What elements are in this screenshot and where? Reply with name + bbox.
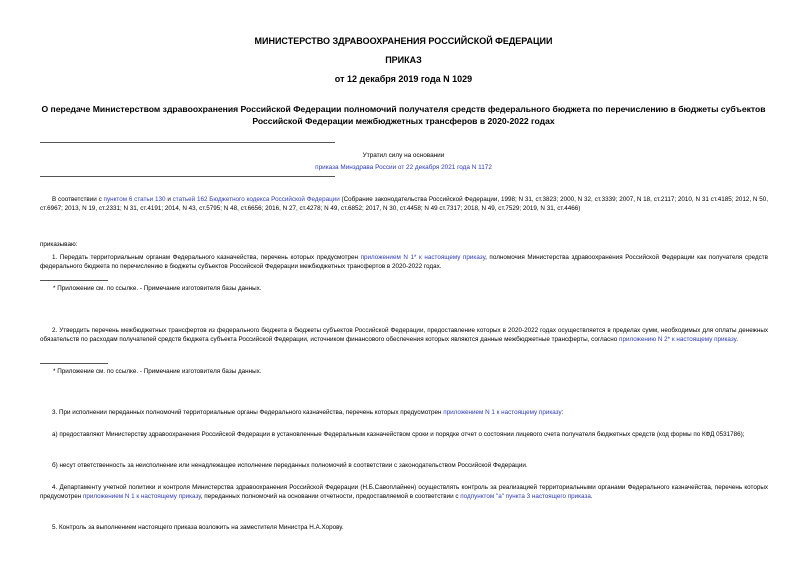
preamble-text-2: и bbox=[165, 196, 173, 203]
ministry-heading: МИНИСТЕРСТВО ЗДРАВООХРАНЕНИЯ РОССИЙСКОЙ ФЕДЕРАЦИИ bbox=[254, 36, 553, 46]
link-appendix-1-item-3[interactable]: приложением N 1 к настоящему приказу bbox=[443, 409, 562, 416]
item-3-paragraph bbox=[40, 408, 768, 417]
order-word: приказываю: bbox=[40, 241, 78, 248]
item-3-text-2: : bbox=[561, 409, 564, 416]
repeal-order-link[interactable]: приказа Минздрава России от 22 декабря 2021 года N 1172 bbox=[315, 164, 492, 171]
footnote-1-rule bbox=[40, 280, 108, 281]
item-2-text-2: . bbox=[736, 336, 738, 344]
item-1-paragraph bbox=[40, 253, 768, 272]
item-4-paragraph bbox=[40, 483, 768, 502]
item-3b-paragraph: б) несут ответственность за неисполнение или ненадлежащее исполнение переданных полномочий в соответствии с законодательством Российской Федерации. bbox=[52, 462, 528, 469]
item-3-text-1: 3. При исполнении переданных полномочий территориальные органы Федерального казначейства, перечень которых предусмотрен bbox=[52, 409, 444, 416]
link-appendix-1-star[interactable]: приложением N 1* к настоящему приказу bbox=[360, 254, 486, 261]
item-4-text-3: . bbox=[590, 493, 593, 501]
status-top-rule bbox=[40, 142, 335, 143]
item-2-text-1: 2. Утвердить перечень межбюджетных трансфертов из федерального бюджета в бюджеты субъектов Российской Федерации, предоставление которых в 2020-2022 годах осуществляется в пределах сумм, необходимых для оплаты денежных обязательств по расходам получателей средств бюджета субъекта Российской Федерации, источником финансового обеспечения которых являются данные межбюджетные трансферты, согласно bbox=[40, 327, 768, 344]
item-1-text-1: 1. Передать территориальным органам Федерального казначейства, перечень которых предусмотрен bbox=[52, 254, 361, 261]
item-4-text-1: 4. Департаменту учетной политики и контроля Министерства здравоохранения Российской Федерации (Н.Б.Савоплайнен) осуществлять контроль за реализацией территориальными органами Федерального казначейства, перечень которых предусмотрен bbox=[40, 484, 768, 501]
status-note-link-line bbox=[180, 163, 627, 172]
link-appendix-1-item-4[interactable]: приложением N 1 к настоящему приказу bbox=[82, 493, 201, 501]
footnote-2-rule bbox=[40, 363, 108, 364]
link-budget-code-162[interactable]: статьей 162 Бюджетного кодекса Российской Федерации bbox=[172, 196, 340, 203]
footnote-1: * Приложение см. по ссылке. - Примечание изготовителя базы данных. bbox=[53, 285, 262, 292]
doc-type-heading: ПРИКАЗ bbox=[385, 55, 422, 65]
item-4-text-2: , переданных полномочий на основании отчетности, предоставляемой в соответствии с bbox=[200, 493, 461, 501]
preamble-text-3: (Собрание законодательства Российской Федерации, 1998; N 31, ст.3823; 2000, N 32, ст.3339; 2007, N 18, ст.2117; 2010, N 31 ст.4185; 2012, N 50, ст.6967; 2013, N 19, ст.2331; N 31, ст.4191; 2014, N 43, ст.5795; N 48, ст.6656; 2016, N 27, ст.4278; N 49, ст.6852; 2017, N 30, ст.4458; N 49 ст.7317; 2018, N 49, ст.7529; 2019, N 31, ст.4466) bbox=[40, 196, 768, 213]
preamble-paragraph bbox=[40, 195, 768, 214]
status-bottom-rule bbox=[40, 176, 335, 177]
item-3a-paragraph: а) предоставляют Министерству здравоохранения Российской Федерации в установленные Федеральным казначейством сроки и порядке отчет о состоянии лицевого счета получателя бюджетных средств (код формы по КФД 0531786); bbox=[52, 431, 745, 438]
status-note-text: Утратил силу на основании bbox=[362, 152, 445, 159]
item-2-paragraph bbox=[40, 326, 768, 345]
date-number-heading: от 12 декабря 2019 года N 1029 bbox=[334, 74, 473, 84]
link-article-130[interactable]: пунктом 6 статьи 130 bbox=[103, 196, 166, 203]
item-1-text-2: , полномочия Министерства здравоохранения Российской Федерации как получателя средств федерального бюджета по перечислению в бюджеты субъектов Российской Федерации межбюджетных трансфертов в 2020-2022 годах. bbox=[40, 254, 768, 271]
link-subitem-a-item-3[interactable]: подпунктом "а" пункта 3 настоящего приказа bbox=[460, 493, 591, 501]
link-appendix-2-star[interactable]: приложению N 2* к настоящему приказу bbox=[619, 336, 737, 344]
document-subject: О передаче Министерством здравоохранения Российской Федерации полномочий получателя средств федерального бюджета по перечислению в бюджеты субъектов Российской Федерации межбюджетных трансферов в 2020-2022 годах bbox=[41, 104, 766, 126]
footnote-2: * Приложение см. по ссылке. - Примечание изготовителя базы данных. bbox=[53, 368, 262, 375]
item-5-paragraph: 5. Контроль за выполнением настоящего приказа возложить на заместителя Министра Н.А.Хорову. bbox=[52, 524, 344, 531]
preamble-text-1: В соответствии с bbox=[52, 196, 104, 203]
